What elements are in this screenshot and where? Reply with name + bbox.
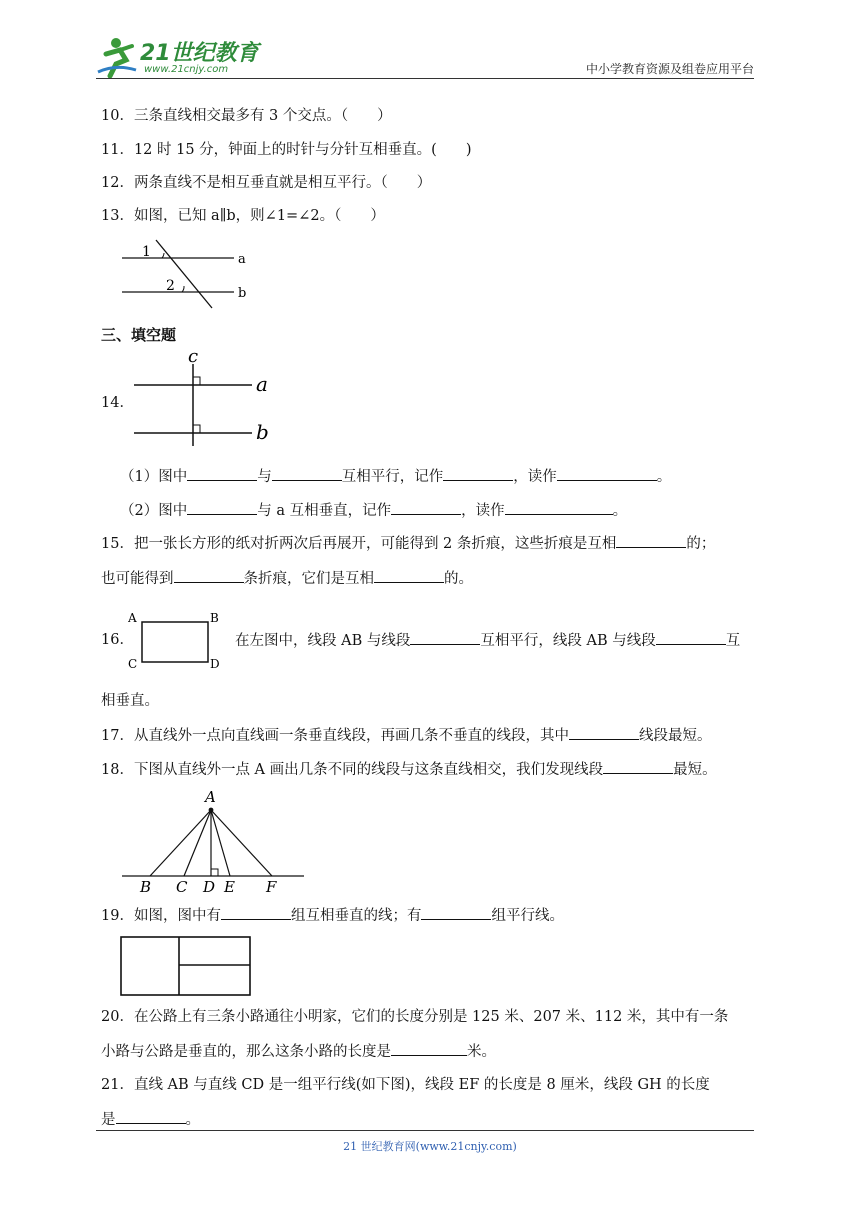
logo-text: 21世纪教育 [140, 41, 259, 66]
section-title: 三、填空题 [101, 326, 177, 344]
question-18: 18．下图从直线外一点 A 画出几条不同的线段与这条直线相交，我们发现线段 最短。 [101, 759, 717, 780]
line-a-label: a [238, 252, 246, 267]
answer-blank[interactable] [272, 466, 342, 481]
q16-line2: 相垂直。 [101, 693, 159, 709]
q21-line2: 是 。 [101, 1109, 200, 1130]
question-19: 19．如图，图中有 组互相垂直的线；有 组平行线。 [101, 905, 564, 926]
q14-part1: （1）图中 与 互相平行，记作 ，读作 。 [120, 466, 671, 487]
answer-blank[interactable] [616, 533, 686, 548]
answer-blank[interactable] [187, 466, 257, 481]
answer-blank[interactable] [557, 466, 657, 481]
answer-blank[interactable] [187, 500, 257, 515]
q13-figure [118, 236, 258, 312]
answer-blank[interactable] [569, 725, 639, 740]
angle-2-label: 2 [166, 278, 175, 294]
question-11: 11．12 时 15 分，钟面上的时针与分针互相垂直。( ) [101, 142, 472, 158]
answer-blank[interactable] [221, 905, 291, 920]
logo-url: www.21cnjy.com [144, 64, 229, 75]
point-B-label: B [140, 878, 152, 896]
answer-blank[interactable] [603, 759, 673, 774]
header-rule [96, 78, 754, 79]
question-17: 17．从直线外一点向直线画一条垂直线段，再画几条不垂直的线段，其中 线段最短。 [101, 725, 711, 746]
q18-figure [118, 786, 308, 898]
answer-blank[interactable] [116, 1109, 186, 1124]
line-b-label: b [238, 286, 247, 301]
footer-rule [96, 1130, 754, 1131]
answer-blank[interactable] [656, 630, 726, 645]
point-F-label: F [266, 878, 277, 896]
q16-text: 在左图中，线段 AB 与线段 互相平行，线段 AB 与线段 互 [235, 630, 740, 651]
q20-line1: 20．在公路上有三条小路通往小明家，它们的长度分别是 125 米、207 米、112 米，其中有一条 [101, 1009, 729, 1025]
footer-text: 21 世纪教育网(www.21cnjy.com) [343, 1140, 517, 1153]
answer-blank[interactable] [410, 630, 480, 645]
question-10: 10．三条直线相交最多有 3 个交点。（ ） [101, 108, 392, 124]
header-logo [96, 34, 266, 80]
answer-blank[interactable] [391, 1041, 467, 1056]
header-right-text: 中小学教育资源及组卷应用平台 [585, 62, 754, 76]
angle-1-label: 1 [142, 244, 151, 260]
q19-figure [118, 934, 254, 998]
point-C-label: C [176, 878, 188, 896]
line-b-label: b [256, 420, 269, 444]
answer-blank[interactable] [174, 568, 244, 583]
q14-figure [130, 346, 280, 446]
vertex-D-label: D [210, 657, 220, 670]
answer-blank[interactable] [374, 568, 444, 583]
question-12: 12．两条直线不是相互垂直就是相互平行。（ ） [101, 175, 432, 191]
point-A-label: A [205, 788, 216, 806]
q16-number: 16． [101, 632, 134, 648]
q20-line2: 小路与公路是垂直的，那么这条小路的长度是 米。 [101, 1041, 496, 1062]
point-E-label: E [224, 878, 235, 896]
answer-blank[interactable] [391, 500, 461, 515]
question-13: 13．如图，已知 a∥b，则∠1=∠2。（ ） [101, 208, 385, 224]
q14-part2: （2）图中 与 a 互相垂直，记作 ，读作 。 [120, 500, 627, 521]
q21-line1: 21．直线 AB 与直线 CD 是一组平行线(如下图)，线段 EF 的长度是 8 厘米，线段 GH 的长度 [101, 1077, 710, 1093]
vertex-C-label: C [128, 657, 138, 670]
vertex-B-label: B [210, 611, 219, 625]
q15-line2: 也可能得到 条折痕，它们是互相 的。 [101, 568, 473, 589]
line-a-label: a [256, 372, 268, 396]
line-c-label: c [188, 346, 199, 367]
vertex-A-label: A [128, 611, 137, 625]
q14-number: 14． [101, 395, 134, 411]
point-D-label: D [203, 878, 216, 896]
q15-line1: 15．把一张长方形的纸对折两次后再展开，可能得到 2 条折痕，这些折痕是互相 的； [101, 533, 715, 554]
answer-blank[interactable] [421, 905, 491, 920]
answer-blank[interactable] [505, 500, 613, 515]
answer-blank[interactable] [443, 466, 513, 481]
q16-rectangle-figure [128, 610, 226, 670]
